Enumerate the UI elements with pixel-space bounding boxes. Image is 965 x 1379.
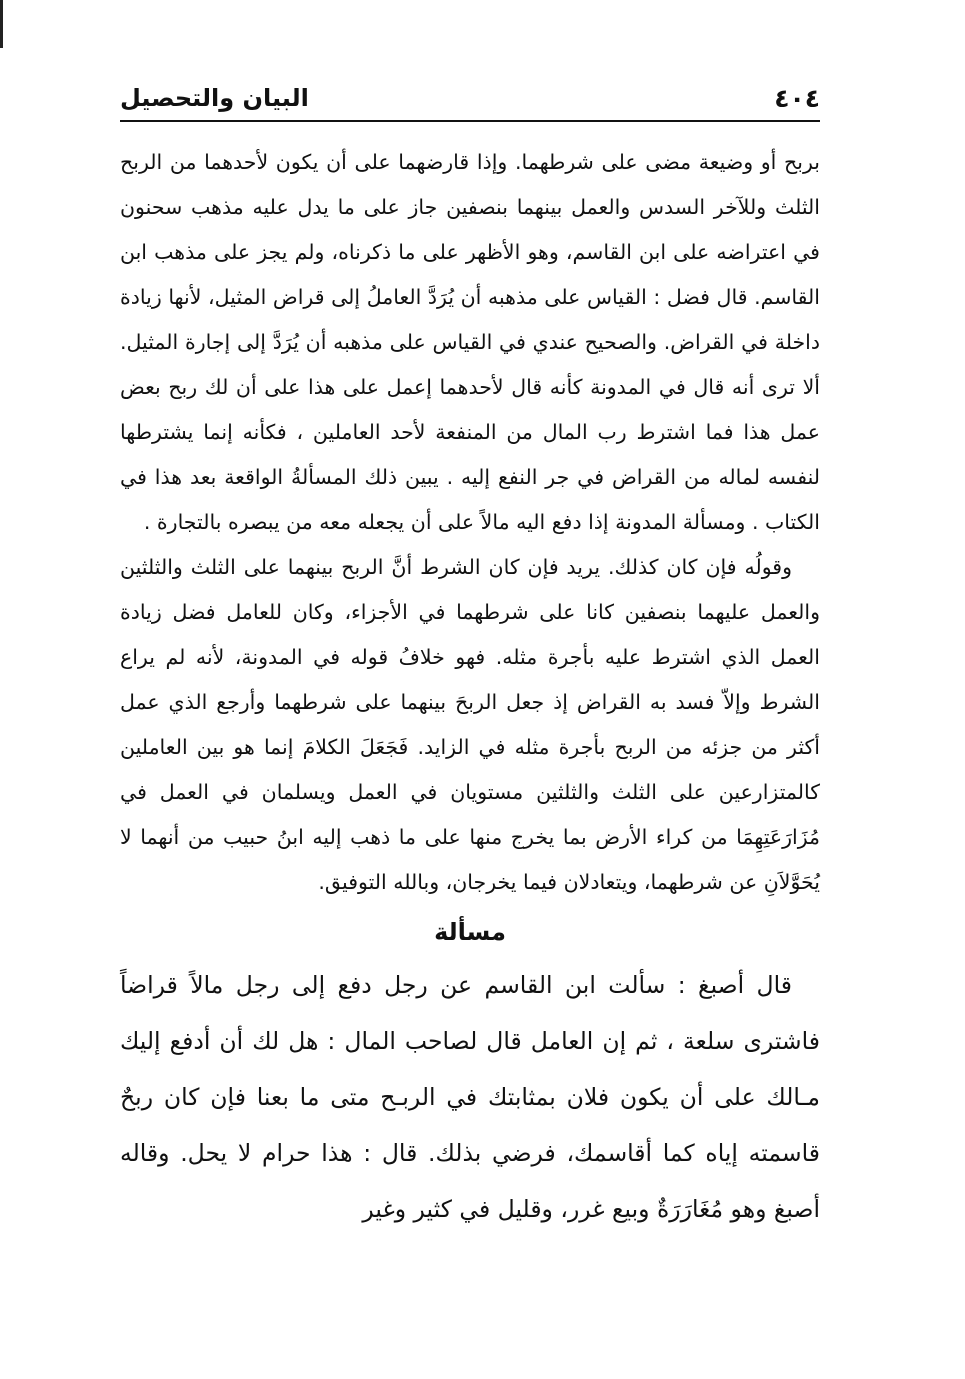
running-header <box>120 82 820 118</box>
book-title: البيان والتحصيل <box>120 84 309 112</box>
page-number: ٤٠٤ <box>774 84 820 113</box>
paragraph-2: وقولُه فإن كان كذلك. يريد فإن كان الشرط أنَّ الربح بينهما على الثلث والثلثين والعمل عليهما بنصفين كانا على شرطهما في الأجزاء، وكان للعامل فضل زيادة العمل الذي اشترط عليه بأجرة مثله. فهو خلافُ قوله في المدونة، لأنه لم يراع الشرط وإلاّ فسد به القراض إذ جعل الربحَ بينهما على شرطهما وأرجع الذي عمل أكثر من جزئه من الربح بأجرة مثله في الزايد. فَجَعَلَ الكلامَ إنما هو بين العاملين كالمتزارعين على الثلث والثلثين مستويان في العمل ويسلمان في العمل في مُزَارَعَتِهِمَا من كراء الأرض بما يخرج منها على ما ذهب إليه ابنُ حبيب من أنهما لا يُحَوَّلاَنِ عن شرطهما، ويتعادلان فيما يخرجان، وبالله التوفيق. <box>120 555 820 894</box>
page-body <box>120 140 820 1237</box>
page-edge-mark <box>0 0 3 48</box>
section-heading: مسألة <box>434 918 506 946</box>
header-divider <box>120 120 820 122</box>
paragraph-1: بربح أو وضيعة مضى على شرطهما. وإذا قارضهما على أن يكون لأحدهما من الربح الثلث وللآخر السدس والعمل بينهما بنصفين جاز على ما يدل عليه مذهب سحنون في اعتراضه على ابن القاسم، وهو الأظهر على ما ذكرناه، ولم يجز على مذهب ابن القاسم. قال فضل : القياس على مذهبه أن يُرَدَّ العاملُ إلى قراض المثيل، لأنها زيادة داخلة في القراض. والصحيح عندي في القياس على مذهبه أن يُرَدَّ إلى إجارة المثيل. ألا ترى أنه قال في المدونة كأنه قال لأحدهما إعمل على هذا على أن لك ربح بعض عمل هذا فما اشترط رب المال من المنفعة لأحد العاملين ، فكأنه إنما يشترطها لنفسه لماله من القراض في جر النفع إليه . يبين ذلك المسألةُ الواقعة بعد هذا في الكتاب . ومسألة المدونة إذا دفع اليه مالاً على أن يجعله معه من يبصره بالتجارة . <box>120 150 820 534</box>
section-paragraph: قال أصبغ : سألت ابن القاسم عن رجل دفع إلى رجل مالاً قراضاً فاشترى سلعة ، ثم إن العامل قال لصاحب المال : هل لك أن أدفع إليك مـالك على أن يكون فلان بمثابتك في الربـح متى ما بعنا فإن كان ربحٌ قاسمته إياه كما أقاسمك، فرضي بذلك. قال : هذا حرام لا يحل. وقاله أصبغ وهو مُغَارَرَةٌ وبيع غرر، وقليل في كثير وغير <box>120 971 820 1223</box>
